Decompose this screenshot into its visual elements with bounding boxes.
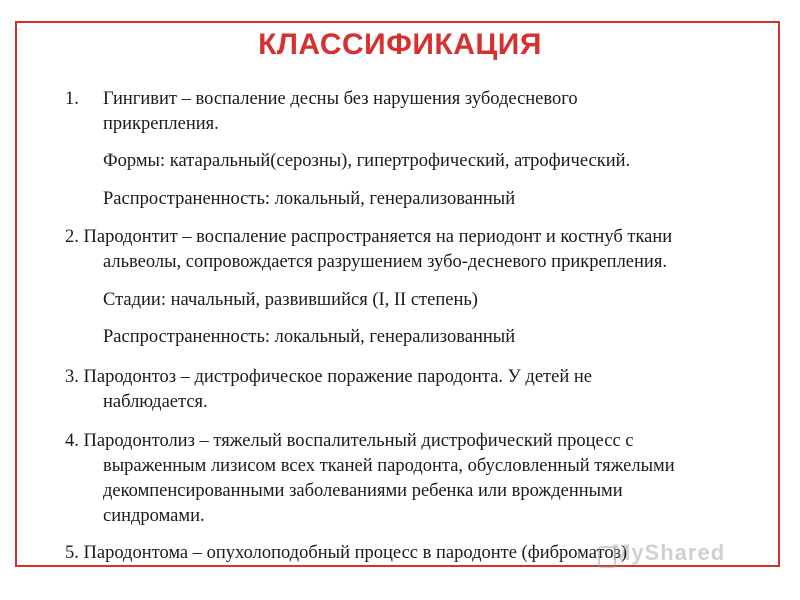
- item-1-forms: Формы: катаральный(серозны), гипертрофический, атрофический.: [103, 151, 631, 171]
- item-1-spread: Распространенность: локальный, генерализованный: [103, 189, 516, 209]
- item-5-line-1: 5. Пародонтома – опухолоподобный процесс в пародонте (фиброматоз): [65, 543, 628, 563]
- item-4-line-3: декомпенсированными заболеваниями ребенка или врожденными: [103, 481, 623, 501]
- item-2-line-1: 2. Пародонтит – воспаление распространяется на периодонт и костнуб ткани: [65, 227, 673, 247]
- item-2-line-2: альвеолы, сопровождается разрушением зубо-десневого прикрепления.: [103, 252, 667, 272]
- item-3-line-2: наблюдается.: [103, 392, 208, 412]
- item-1-line-2: прикрепления.: [103, 114, 219, 134]
- item-2-spread: Распространенность: локальный, генерализованный: [103, 327, 516, 347]
- item-3-line-1: 3. Пародонтоз – дистрофическое поражение пародонта. У детей не: [65, 367, 592, 387]
- item-1-line-1: Гингивит – воспаление десны без нарушения зубодесневого: [103, 89, 578, 109]
- watermark-text: MyShared: [612, 540, 726, 565]
- item-2-stages: Стадии: начальный, развившийся (I, II степень): [103, 290, 478, 310]
- item-1-number: 1.: [65, 89, 79, 109]
- item-4-line-1: 4. Пародонтолиз – тяжелый воспалительный дистрофический процесс с: [65, 431, 634, 451]
- item-4-line-4: синдромами.: [103, 506, 205, 526]
- slide-title: КЛАССИФИКАЦИЯ: [258, 28, 542, 61]
- item-4-line-2: выраженным лизисом всех тканей пародонта, обусловленный тяжелыми: [103, 456, 675, 476]
